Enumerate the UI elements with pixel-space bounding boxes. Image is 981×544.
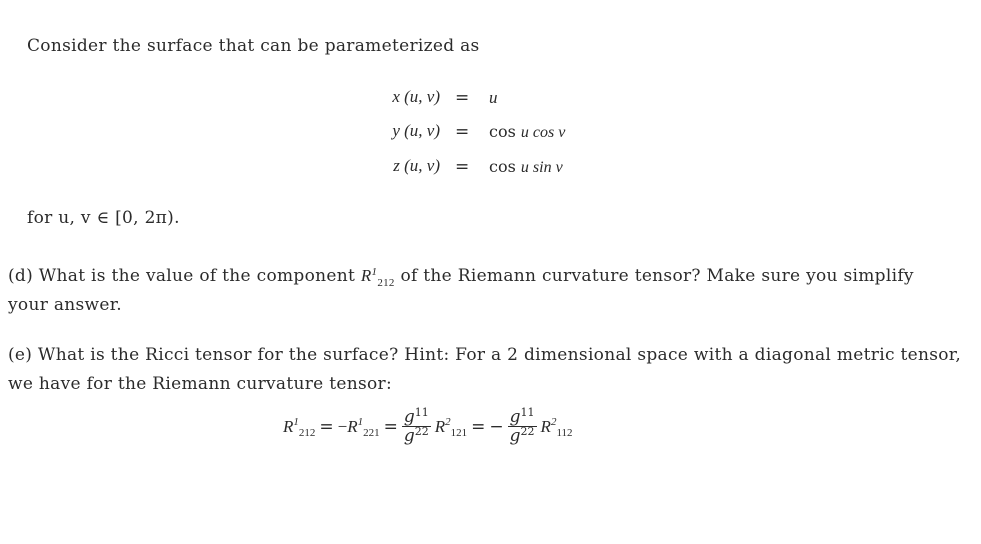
fraction-denominator [402,424,431,446]
term-R2-112 [540,416,573,440]
equation-x [300,87,440,111]
riemann-component [360,265,395,289]
equation-equals: = [455,122,470,142]
part-d-line2: your answer. [8,295,123,315]
domain-text: for u, v ∈ [0, 2π). [27,208,180,228]
minus-sign: − [337,416,348,436]
equation-lhs: y (u, v) [392,121,440,140]
R-symbol: R [360,266,372,285]
sup-index: 22 [414,424,429,438]
equation-rhs [489,122,565,142]
sup-index: 2 [445,416,451,429]
sup-index: 22 [520,424,535,438]
term-R1-212 [283,416,316,440]
minus-sign: − [489,416,504,437]
equals-sign: = [383,416,398,437]
equation-y [300,121,440,145]
sup-index: 1 [357,416,364,429]
R-symbol: R [540,416,551,436]
sub-index: 212 [377,276,395,289]
equation-z [300,156,440,180]
equation-lhs: x (u, v) [392,87,440,106]
metric-fraction [508,405,537,446]
intro-text: Consider the surface that can be parameterized as [27,36,480,56]
part-e-line1: (e) What is the Ricci tensor for the surface? Hint: For a 2 dimensional space with a diagonal metric tensor, [8,345,962,365]
sup-index: 1 [371,265,378,278]
sub-index: 121 [450,427,468,440]
equation-rhs [489,157,563,177]
term-R2-121 [434,416,468,440]
equation-lhs: z (u, v) [393,156,440,175]
g-symbol: g [403,407,415,427]
equation-equals: = [455,88,470,108]
R-symbol: R [347,416,358,436]
display-formula [283,405,573,446]
sub-index: 112 [556,427,573,440]
equation-rhs: u [489,88,498,107]
metric-fraction [402,405,431,446]
part-d-suffix: of the Riemann curvature tensor? Make sure you simplify [400,266,914,286]
cos-text: cos [489,157,516,176]
part-e-line2: we have for the Riemann curvature tensor: [8,374,392,394]
g-symbol: g [509,426,521,446]
part-d-prefix: (d) What is the value of the component [8,266,356,286]
sup-index: 1 [293,416,299,429]
equals-sign: = [471,416,486,437]
equation-equals: = [455,157,470,177]
cos-text: cos [489,122,516,141]
equals-sign: = [319,416,334,437]
sup-index: 11 [520,405,535,419]
g-symbol: g [403,426,415,446]
term-minus-R1-221 [337,416,380,440]
sup-index: 2 [550,416,557,429]
part-d-line1 [8,265,914,289]
sup-index: 11 [414,405,429,419]
rhs-var: u sin v [520,159,563,176]
R-symbol: R [283,416,294,436]
rhs-var: u cos v [520,124,566,141]
sub-index: 212 [298,427,316,440]
g-symbol: g [509,407,521,427]
R-symbol: R [434,416,446,436]
sub-index: 221 [363,427,380,440]
fraction-denominator [508,424,537,446]
